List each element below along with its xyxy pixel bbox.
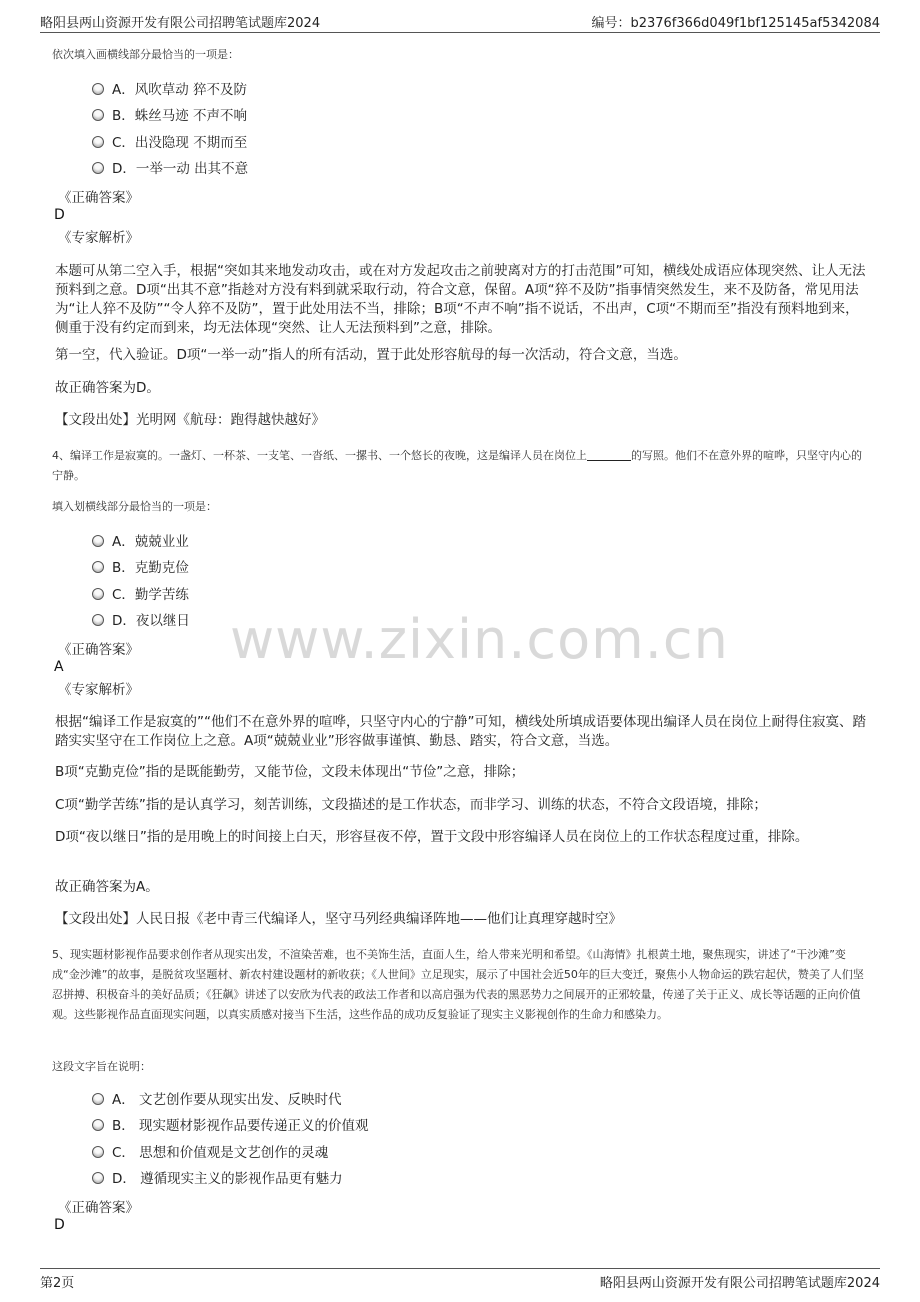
q3-analysis-p2: 第一空，代入验证。D项“一举一动”指人的所有活动，置于此处形容航母的每一次活动，符合文意，当选。 [55, 347, 687, 363]
page-footer [40, 1268, 880, 1293]
radio-icon[interactable] [92, 535, 104, 547]
q3-option-a[interactable]: A．风吹草动 猝不及防 [92, 80, 247, 100]
fill-blank [587, 448, 631, 461]
radio-icon[interactable] [92, 109, 104, 121]
radio-icon[interactable] [92, 83, 104, 95]
q4-answer-label: 《正确答案》 [58, 642, 139, 658]
page-header [40, 10, 880, 33]
header-serial: 编号：b2376f366d049f1bf125145af5342084 [591, 16, 880, 31]
radio-icon[interactable] [92, 561, 104, 573]
q4-source: 【文段出处】人民日报《老中青三代编译人，坚守马列经典编译阵地——他们让真理穿越时空》 [55, 911, 622, 927]
q4-analysis-p5: 故正确答案为A。 [55, 879, 159, 895]
footer-title: 略阳县两山资源开发有限公司招聘笔试题库2024 [599, 1276, 880, 1291]
q4-analysis-p2: B项“克勤克俭”指的是既能勤劳，又能节俭，文段未体现出“节俭”之意，排除； [55, 764, 525, 780]
q3-source: 【文段出处】光明网《航母：跑得越快越好》 [55, 412, 325, 428]
q4-option-d[interactable]: D．夜以继日 [92, 611, 190, 631]
radio-icon[interactable] [92, 1119, 104, 1131]
q5-answer: D [54, 1217, 65, 1233]
q3-analysis-p3: 故正确答案为D。 [55, 380, 160, 396]
radio-icon[interactable] [92, 1093, 104, 1105]
q3-analysis-label: 《专家解析》 [58, 230, 139, 246]
q4-answer: A [54, 659, 64, 675]
q4-option-c[interactable]: C．勤学苦练 [92, 585, 189, 605]
q4-stem: 4、编译工作是寂寞的。一盏灯、一杯茶、一支笔、一沓纸、一摞书、一个悠长的夜晚，这是编译人员在岗位上 的写照。他们不在意外界的喧哗，只坚守内心的宁静。 [52, 449, 862, 482]
q3-answer: D [54, 207, 65, 223]
q5-option-b[interactable]: B． 现实题材影视作品要传递正义的价值观 [92, 1116, 369, 1136]
radio-icon[interactable] [92, 588, 104, 600]
q4-prompt: 填入划横线部分最恰当的一项是： [52, 500, 217, 513]
q4-option-b[interactable]: B．克勤克俭 [92, 558, 189, 578]
radio-icon[interactable] [92, 1172, 104, 1184]
q3-option-d[interactable]: D．一举一动 出其不意 [92, 159, 248, 179]
q4-option-a[interactable]: A．兢兢业业 [92, 532, 189, 552]
radio-icon[interactable] [92, 614, 104, 626]
watermark: www.zixin.com.cn [230, 608, 729, 671]
q5-option-a[interactable]: A． 文艺创作要从现实出发、反映时代 [92, 1090, 342, 1110]
q4-analysis-label: 《专家解析》 [58, 682, 139, 698]
q3-analysis-p1: 本题可从第二空入手，根据“突如其来地发动攻击，或在对方发起攻击之前驶离对方的打击范围”可知，横线处成语应体现突然、让人无法预料到之意。D项“出其不意”指趁对方没有料到就采取行动，符合文意，保留。A项“猝不及防”指事情突然发生，来不及防备，常见用法为“让人猝不及防”“令人猝不及防”，置于此处用法不当，排除；B项“不声不响”指不说话，不出声，C项“不期而至”指没有预料地到来，侧重于没有约定而到来，均无法体现“突然、让人无法预料到”之意，排除。 [55, 263, 866, 336]
q5-prompt: 这段文字旨在说明： [52, 1060, 151, 1073]
q5-option-d[interactable]: D． 遵循现实主义的影视作品更有魅力 [92, 1169, 343, 1189]
q4-analysis-p4: D项“夜以继日”指的是用晚上的时间接上白天，形容昼夜不停，置于文段中形容编译人员在岗位上的工作状态程度过重，排除。 [55, 829, 809, 845]
q5-answer-label: 《正确答案》 [58, 1200, 139, 1216]
radio-icon[interactable] [92, 136, 104, 148]
page-number: 第2页 [40, 1276, 75, 1291]
q4-analysis-p1: 根据“编译工作是寂寞的”“他们不在意外界的喧哗，只坚守内心的宁静”可知，横线处所填成语要体现出编译人员在岗位上耐得住寂寞、踏踏实实坚守在工作岗位上之意。A项“兢兢业业”形容做事谨慎、勤恳、踏实，符合文意，当选。 [55, 714, 866, 749]
q3-option-c[interactable]: C．出没隐现 不期而至 [92, 133, 247, 153]
radio-icon[interactable] [92, 1146, 104, 1158]
q3-option-b[interactable]: B．蛛丝马迹 不声不响 [92, 106, 247, 126]
header-title: 略阳县两山资源开发有限公司招聘笔试题库2024 [40, 16, 321, 31]
q5-stem: 5、现实题材影视作品要求创作者从现实出发，不渲染苦难，也不美饰生活，直面人生，给人带来光明和希望。《山海情》扎根黄土地，聚焦现实，讲述了“干沙滩”变成“金沙滩”的故事，是脱贫攻坚题材、新农村建设题材的新收获；《人世间》立足现实，展示了中国社会近50年的巨大变迁，聚焦小人物命运的跌宕起伏，赞美了人们坚忍拼搏、积极奋斗的美好品质；《狂飙》讲述了以安欣为代表的政法工作者和以高启强为代表的黑恶势力之间展开的正邪较量，传递了关于正义、成长等话题的正向价值观。这些影视作品直面现实问题，以真实质感对接当下生活，这些作品的成功反复验证了现实主义影视创作的生命力和感染力。 [52, 948, 864, 1021]
q5-option-c[interactable]: C． 思想和价值观是文艺创作的灵魂 [92, 1143, 328, 1163]
q4-analysis-p3: C项“勤学苦练”指的是认真学习，刻苦训练，文段描述的是工作状态，而非学习、训练的状态，不符合文段语境，排除； [55, 797, 767, 813]
radio-icon[interactable] [92, 162, 104, 174]
q3-prompt: 依次填入画横线部分最恰当的一项是： [52, 48, 239, 61]
q3-answer-label: 《正确答案》 [58, 190, 139, 206]
